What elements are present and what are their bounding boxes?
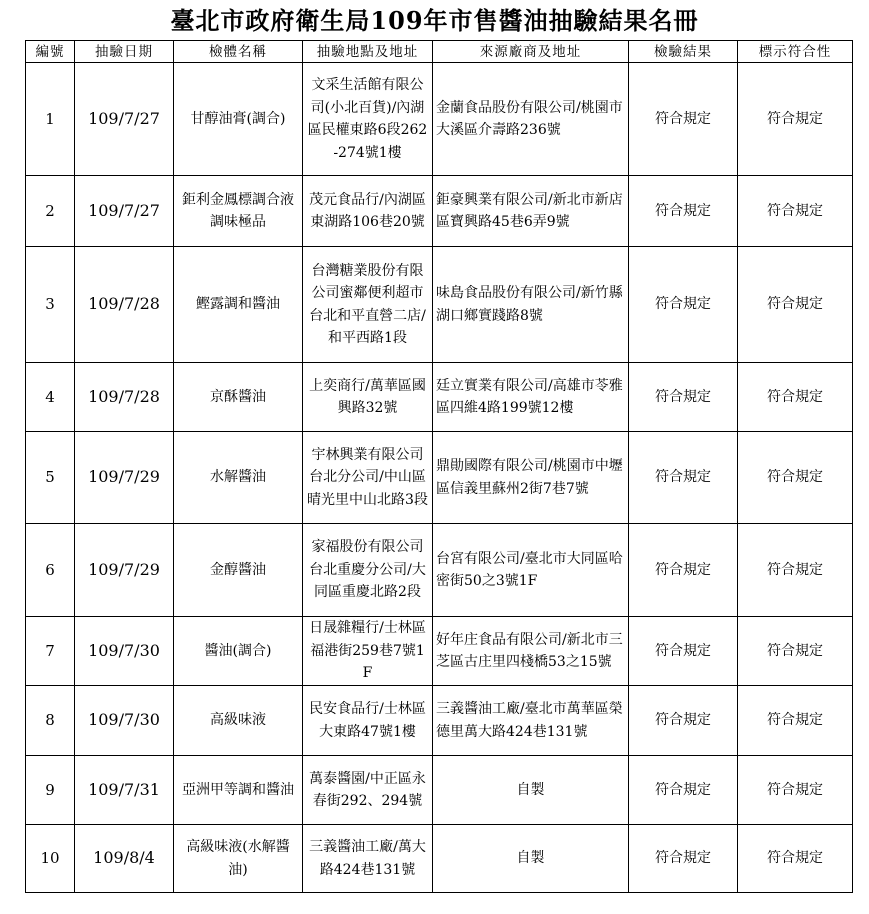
table-row	[26, 432, 853, 524]
cell-label: 符合規定	[738, 524, 853, 617]
inspection-results-table	[25, 40, 853, 893]
cell-product: 甘醇油膏(調合)	[174, 63, 303, 176]
cell-product: 亞洲甲等調和醬油	[174, 756, 303, 825]
cell-product: 鰹露調和醬油	[174, 247, 303, 363]
header-no: 編號	[26, 41, 75, 63]
cell-result: 符合規定	[629, 363, 738, 432]
cell-product: 高級味液(水解醬油)	[174, 825, 303, 893]
cell-source: 廷立實業有限公司/高雄市苓雅區四維4路199號12樓	[433, 363, 629, 432]
cell-source: 鼎勛國際有限公司/桃園市中壢區信義里蘇州2街7巷7號	[433, 432, 629, 524]
cell-source: 自製	[433, 825, 629, 893]
cell-source: 好年庄食品有限公司/新北市三芝區古庄里四棧橋53之15號	[433, 617, 629, 686]
cell-sampling-location: 家福股份有限公司台北重慶分公司/大同區重慶北路2段	[303, 524, 433, 617]
cell-source: 味島食品股份有限公司/新竹縣湖口鄉實踐路8號	[433, 247, 629, 363]
cell-product: 京酥醬油	[174, 363, 303, 432]
cell-sampling-location: 台灣糖業股份有限公司蜜鄰便利超市台北和平直營二店/和平西路1段	[303, 247, 433, 363]
document-title: 臺北市政府衛生局109年市售醬油抽驗結果名冊	[170, 6, 699, 35]
header-sampling-location: 抽驗地點及地址	[303, 41, 433, 63]
cell-sampling-location: 宇林興業有限公司台北分公司/中山區晴光里中山北路3段	[303, 432, 433, 524]
cell-source: 自製	[433, 756, 629, 825]
cell-source: 三義醬油工廠/臺北市萬華區榮德里萬大路424巷131號	[433, 686, 629, 756]
cell-no: 9	[26, 756, 75, 825]
cell-label: 符合規定	[738, 363, 853, 432]
cell-result: 符合規定	[629, 825, 738, 893]
cell-result: 符合規定	[629, 686, 738, 756]
header-source: 來源廠商及地址	[433, 41, 629, 63]
cell-label: 符合規定	[738, 756, 853, 825]
table-row	[26, 176, 853, 247]
cell-no: 5	[26, 432, 75, 524]
cell-date: 109/7/27	[75, 176, 174, 247]
table-row	[26, 756, 853, 825]
table-row	[26, 524, 853, 617]
cell-no: 7	[26, 617, 75, 686]
cell-label: 符合規定	[738, 617, 853, 686]
cell-date: 109/8/4	[75, 825, 174, 893]
table-row	[26, 617, 853, 686]
cell-result: 符合規定	[629, 617, 738, 686]
cell-result: 符合規定	[629, 756, 738, 825]
cell-product: 醬油(調合)	[174, 617, 303, 686]
cell-sampling-location: 三義醬油工廠/萬大路424巷131號	[303, 825, 433, 893]
cell-result: 符合規定	[629, 63, 738, 176]
cell-date: 109/7/28	[75, 247, 174, 363]
cell-label: 符合規定	[738, 686, 853, 756]
cell-no: 8	[26, 686, 75, 756]
table-row	[26, 363, 853, 432]
cell-date: 109/7/29	[75, 432, 174, 524]
header-label: 標示符合性	[738, 41, 853, 63]
cell-product: 高級味液	[174, 686, 303, 756]
header-product: 檢體名稱	[174, 41, 303, 63]
cell-no: 3	[26, 247, 75, 363]
header-date: 抽驗日期	[75, 41, 174, 63]
cell-result: 符合規定	[629, 524, 738, 617]
cell-label: 符合規定	[738, 825, 853, 893]
cell-date: 109/7/30	[75, 617, 174, 686]
cell-sampling-location: 茂元食品行/內湖區東湖路106巷20號	[303, 176, 433, 247]
cell-label: 符合規定	[738, 247, 853, 363]
cell-product: 水解醬油	[174, 432, 303, 524]
cell-date: 109/7/28	[75, 363, 174, 432]
table-header-row	[26, 41, 853, 63]
cell-result: 符合規定	[629, 176, 738, 247]
cell-label: 符合規定	[738, 432, 853, 524]
cell-source: 鉅豪興業有限公司/新北市新店區寶興路45巷6弄9號	[433, 176, 629, 247]
cell-sampling-location: 文采生活館有限公司(小北百貨)/內湖區民權東路6段262-274號1樓	[303, 63, 433, 176]
header-result: 檢驗結果	[629, 41, 738, 63]
cell-no: 6	[26, 524, 75, 617]
table-row	[26, 63, 853, 176]
cell-sampling-location: 日晟雜糧行/士林區福港街259巷7號1F	[303, 617, 433, 686]
cell-source: 台宮有限公司/臺北市大同區哈密街50之3號1F	[433, 524, 629, 617]
table-row	[26, 825, 853, 893]
cell-date: 109/7/30	[75, 686, 174, 756]
cell-no: 1	[26, 63, 75, 176]
cell-product: 鉅利金鳳標調合液調味極品	[174, 176, 303, 247]
cell-result: 符合規定	[629, 247, 738, 363]
cell-date: 109/7/27	[75, 63, 174, 176]
cell-sampling-location: 萬泰醬園/中正區永春街292、294號	[303, 756, 433, 825]
cell-no: 2	[26, 176, 75, 247]
cell-no: 10	[26, 825, 75, 893]
cell-date: 109/7/29	[75, 524, 174, 617]
cell-product: 金醇醬油	[174, 524, 303, 617]
cell-result: 符合規定	[629, 432, 738, 524]
cell-sampling-location: 民安食品行/士林區大東路47號1樓	[303, 686, 433, 756]
table-row	[26, 247, 853, 363]
table-row	[26, 686, 853, 756]
cell-label: 符合規定	[738, 176, 853, 247]
cell-date: 109/7/31	[75, 756, 174, 825]
cell-label: 符合規定	[738, 63, 853, 176]
cell-no: 4	[26, 363, 75, 432]
cell-sampling-location: 上奕商行/萬華區國興路32號	[303, 363, 433, 432]
cell-source: 金蘭食品股份有限公司/桃園市大溪區介壽路236號	[433, 63, 629, 176]
